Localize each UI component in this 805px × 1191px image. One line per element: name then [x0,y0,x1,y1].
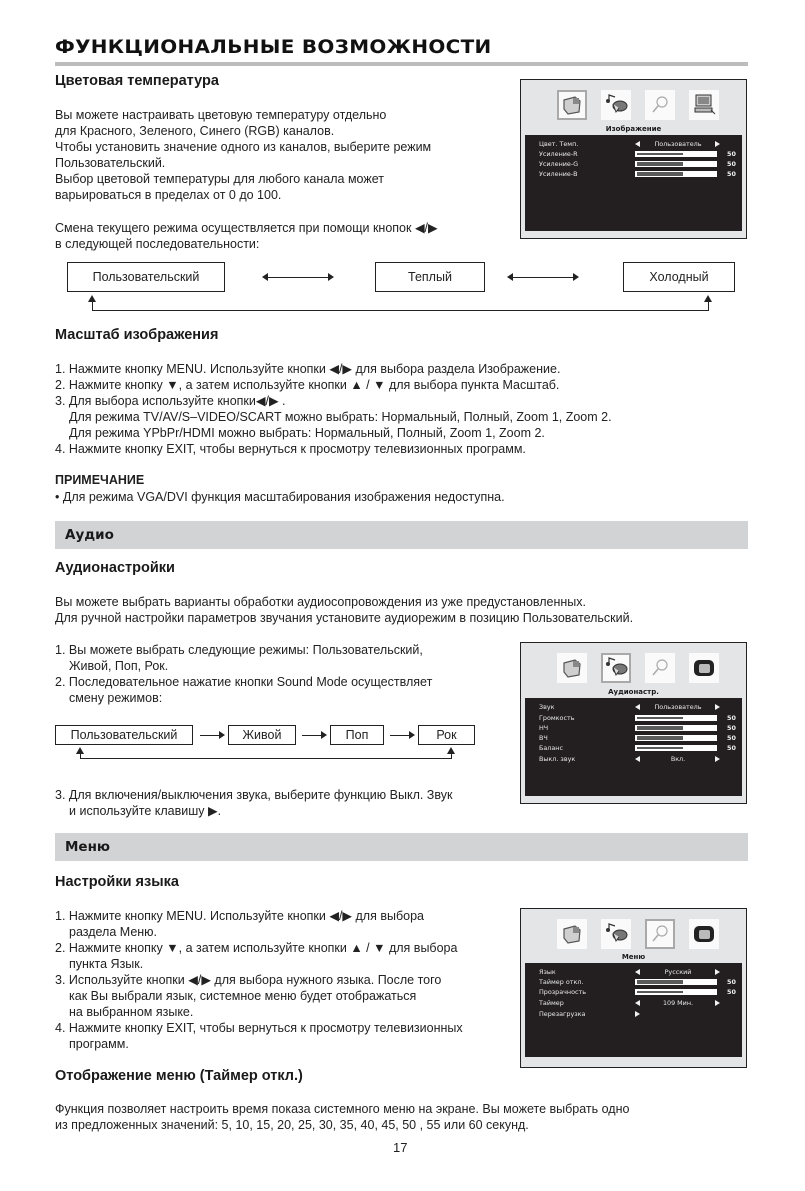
color-temp-heading: Цветовая температура [55,73,219,89]
flow-box-user: Пользовательский [67,262,225,292]
row-label: Баланс [539,744,563,752]
section-band-menu [55,833,748,861]
slider-bar[interactable] [635,715,717,721]
slider-bar[interactable] [635,745,717,751]
language-heading: Настройки языка [55,874,179,890]
arrow-line [390,735,410,736]
osd-row-language[interactable] [539,968,732,978]
row-value: 50 [727,978,736,986]
osd-row-bass[interactable] [539,724,736,734]
arrow-up-icon [704,295,712,302]
magnifier-icon [645,90,675,120]
row-label: Таймер откл. [539,978,584,986]
osd-row-mute[interactable] [539,755,732,765]
magnifier-icon [645,919,675,949]
row-value: 50 [727,988,736,996]
right-arrow-icon [715,756,720,762]
step-line: Для режима TV/AV/S–VIDEO/SCART можно выбрать: Нормальный, Полный, Zoom 1, Zoom 2. [69,410,612,424]
tv-icon [689,653,719,683]
slider-bar[interactable] [635,171,717,177]
text-line: для Красного, Зеленого, Синего (RGB) каналов. [55,124,335,138]
step-line: на выбранном языке. [69,1005,194,1019]
row-label: Громкость [539,714,575,722]
audio-intro [55,594,633,626]
step-line: 1. Нажмите кнопку MENU. Используйте кнопки ◀/▶ для выбора [55,909,424,923]
flow-box-cold: Холодный [623,262,735,292]
loop-line [92,310,709,311]
osd-menu-screen [520,908,747,1068]
slider-bar[interactable] [635,989,717,995]
row-label: Усиление-B [539,170,578,178]
step-line: программ. [69,1037,129,1051]
flow-box-pop: Поп [330,725,384,745]
step-line: смену режимов: [69,691,163,705]
row-value: 50 [727,714,736,722]
audio-step3 [55,787,452,819]
row-value: Пользователь [654,703,702,711]
left-arrow-icon [635,704,640,710]
note-title: ПРИМЕЧАНИЕ [55,473,145,487]
slider-bar[interactable] [635,725,717,731]
picture-icon [557,653,587,683]
right-arrow-icon [715,704,720,710]
left-arrow-icon [635,969,640,975]
arrow-right-icon [409,731,415,739]
step-line: пункта Язык. [69,957,144,971]
osd-row-gain-b[interactable] [539,170,736,180]
picture-icon [557,90,587,120]
title-rule [55,62,748,66]
row-label: Цвет. Темп. [539,140,579,148]
row-label: Выкл. звук [539,755,576,763]
mode-switch-text [55,220,438,252]
audio-heading: Аудионастройки [55,560,175,576]
row-value: Вкл. [670,755,686,763]
step-line: 2. Последовательное нажатие кнопки Sound Mode осуществляет [55,675,433,689]
audio-icon [601,90,631,120]
row-value: 50 [727,744,736,752]
step-line: как Вы выбрали язык, системное меню будет отображаться [69,989,417,1003]
flow-box-user: Пользовательский [55,725,193,745]
text-line: Функция позволяет настроить время показа системного меню на экране. Вы можете выбрать одно [55,1102,630,1116]
row-value: 50 [727,150,736,158]
row-label: НЧ [539,724,549,732]
text-line: Выбор цветовой температуры для любого канала может [55,172,384,186]
left-arrow-icon [635,1000,640,1006]
step-line: 3. Для включения/выключения звука, выберите функцию Выкл. Звук [55,788,453,802]
band-label: Аудио [65,527,114,543]
osd-row-balance[interactable] [539,744,736,754]
arrow-right-icon [573,273,579,281]
audio-steps [55,642,432,706]
text-line: варьироваться в пределах от 0 до 100. [55,188,282,202]
arrow-line [200,735,220,736]
arrow-right-icon [328,273,334,281]
row-label: ВЧ [539,734,548,742]
osd-row-color-temp[interactable] [539,140,732,150]
section-band-audio [55,521,748,549]
text-line: Смена текущего режима осуществляется при помощи кнопок ◀/▶ [55,221,438,235]
osd-timer-text [55,1101,629,1133]
step-line: 2. Нажмите кнопку ▼, а затем используйте кнопки ▲ / ▼ для выбора пункта Масштаб. [55,378,560,392]
flow-box-live: Живой [228,725,296,745]
row-label: Перезагрузка [539,1010,586,1018]
text-line: Вы можете выбрать варианты обработки аудиосопровождения из уже предустановленных. [55,595,587,609]
loop-line [80,758,452,759]
slider-bar[interactable] [635,735,717,741]
step-line: 2. Нажмите кнопку ▼, а затем используйте кнопки ▲ / ▼ для выбора [55,941,458,955]
osd-row-sleep-timer[interactable] [539,999,732,1009]
step-line: 4. Нажмите кнопку EXIT, чтобы вернуться к просмотру телевизионных [55,1021,463,1035]
osd-row-gain-r[interactable] [539,150,736,160]
tv-icon [689,919,719,949]
row-label: Таймер [539,999,564,1007]
computer-icon [689,90,719,120]
osd-picture-screen [520,79,747,239]
osd-icon-bar [557,653,717,685]
row-label: Прозрачность [539,988,587,996]
osd-panel [525,963,742,1057]
osd-row-reset[interactable] [539,1010,732,1020]
row-label: Усиление-R [539,150,578,158]
text-line: Чтобы установить значение одного из каналов, выберите режим [55,140,432,154]
color-temp-text [55,107,431,203]
row-value: Пользователь [654,140,702,148]
osd-caption: Аудионастр. [608,688,659,696]
page-number: 17 [393,1140,408,1155]
picture-icon [557,919,587,949]
osd-caption: Меню [621,953,646,961]
arrow-right-icon [321,731,327,739]
flow-box-rock: Рок [418,725,475,745]
arrow-line [512,277,574,278]
text-line: Вы можете настраивать цветовую температуру отдельно [55,108,387,122]
row-value: 109 Мин. [662,999,694,1007]
step-line: 4. Нажмите кнопку EXIT, чтобы вернуться к просмотру телевизионных программ. [55,442,526,456]
osd-row-osd-timer[interactable] [539,978,736,988]
arrow-line [302,735,322,736]
audio-icon [601,919,631,949]
loop-line [708,301,709,311]
magnifier-icon [645,653,675,683]
row-value: 50 [727,724,736,732]
step-line: Для режима YPbPr/HDMI можно выбрать: Нормальный, Полный, Zoom 1, Zoom 2. [69,426,545,440]
audio-icon [601,653,631,683]
osd-row-volume[interactable] [539,714,736,724]
osd-timer-heading: Отображение меню (Таймер откл.) [55,1068,303,1084]
step-line: раздела Меню. [69,925,158,939]
step-line: 3. Используйте кнопки ◀/▶ для выбора нужного языка. После того [55,973,442,987]
step-line: 1. Нажмите кнопку MENU. Используйте кнопки ◀/▶ для выбора раздела Изображение. [55,362,561,376]
zoom-steps [55,361,612,457]
slider-bar[interactable] [635,161,717,167]
text-line: Пользовательский. [55,156,166,170]
step-line: 1. Вы можете выбрать следующие режимы: Пользовательский, [55,643,423,657]
osd-row-treble[interactable] [539,734,736,744]
slider-bar[interactable] [635,151,717,157]
text-line: в следующей последовательности: [55,237,260,251]
left-arrow-icon [635,756,640,762]
step-line: 3. Для выбора используйте кнопки◀/▶ . [55,394,286,408]
row-label: Язык [539,968,556,976]
row-value: 50 [727,160,736,168]
row-value: Русский [664,968,692,976]
osd-icon-bar [557,919,717,951]
note-text: • Для режима VGA/DVI функция масштабирования изображения недоступна. [55,490,505,504]
arrow-line [267,277,329,278]
zoom-heading: Масштаб изображения [55,327,219,343]
osd-icon-bar [557,90,717,122]
arrow-up-icon [447,747,455,754]
row-label: Усиление-G [539,160,579,168]
osd-row-transparency[interactable] [539,988,736,998]
right-arrow-icon [635,1011,640,1017]
slider-bar[interactable] [635,979,717,985]
osd-panel [525,698,742,796]
arrow-right-icon [219,731,225,739]
osd-panel [525,135,742,231]
step-line: и используйте клавишу ▶. [69,804,222,818]
osd-caption: Изображение [605,125,662,133]
osd-row-sound[interactable] [539,703,732,713]
osd-row-gain-g[interactable] [539,160,736,170]
right-arrow-icon [715,969,720,975]
page-title: ФУНКЦИОНАЛЬНЫЕ ВОЗМОЖНОСТИ [55,36,492,58]
row-value: 50 [727,170,736,178]
language-steps [55,908,463,1052]
text-line: Для ручной настройки параметров звучания установите аудиорежим в позицию Пользовательский. [55,611,634,625]
right-arrow-icon [715,141,720,147]
flow-box-warm: Теплый [375,262,485,292]
text-line: из предложенных значений: 5, 10, 15, 20, 25, 30, 35, 40, 45, 50 , 55 или 60 секунд. [55,1118,529,1132]
osd-audio-screen [520,642,747,804]
row-value: 50 [727,734,736,742]
right-arrow-icon [715,1000,720,1006]
left-arrow-icon [635,141,640,147]
step-line: Живой, Поп, Рок. [69,659,169,673]
band-label: Меню [65,839,111,855]
row-label: Звук [539,703,555,711]
